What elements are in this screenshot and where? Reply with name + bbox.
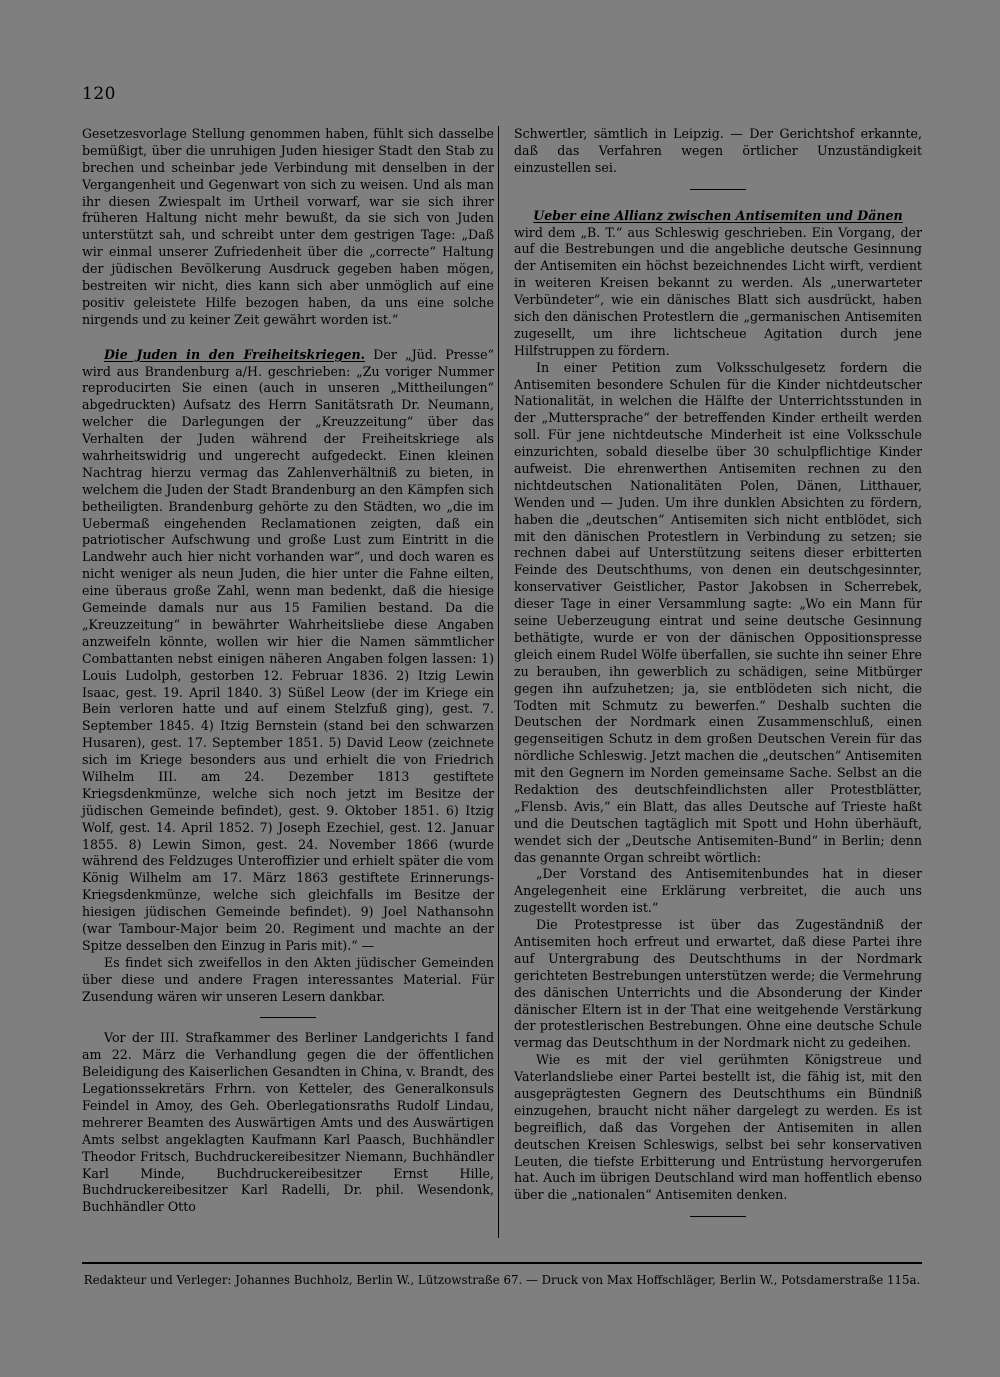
- article-court-case: Vor der III. Strafkammer des Berliner Landgerichts I fand am 22. März die Verhandlung gegen die der öffentlichen Beleidigung des Kaiserlichen Gesandten in China, v. Brandt, des Legationssekretärs Frhrn. von Ketteler, des Generalkonsuls Feindel in Amoy, des Geh. Oberlegationsraths Rudolf Lindau, mehrerer Beamten des Auswärtigen Amts und des Auswärtigen Amts selbst angeklagten Kaufmann Karl Paasch, Buchhändler Theodor Fritsch, Buchdruckereibesitzer Niemann, Buchhändler Karl Minde, Buchdruckereibesitzer Ernst Hille, Buchdruckereibesitzer Karl Radelli, Dr. phil. Wesendonk, Buchhändler Otto: [82, 1030, 494, 1215]
- article-freiheitskriege: [82, 347, 494, 955]
- article-heading: Ueber eine Allianz zwischen Antisemiten und Dänen: [533, 207, 903, 223]
- page-number: 120: [82, 84, 116, 104]
- left-column: [82, 126, 494, 1216]
- article-body: wird dem „B. T.“ aus Schleswig geschrieben. Ein Vorgang, der auf die Bestrebungen und die angebliche deutsche Gesinnung der Antisemiten ein höchst bezeichnendes Licht wirft, verdient in weiteren Kreisen bekannt zu werden. Als „unerwarteter Verbündeter“, wie ein dänisches Blatt sich ausdrückt, haben sich den dänischen Protestlern die „germanischen Antisemiten zugesellt, um ihre lichtscheue Agitation durch jene Hilfstruppen zu fördern.: [514, 224, 922, 358]
- footer-rule: [82, 1262, 922, 1264]
- article-paragraph: Es findet sich zweifellos in den Akten jüdischer Gemeinden über diese und andere Fragen interessantes Material. Für Zusendung wären wir unseren Lesern dankbar.: [82, 954, 494, 1004]
- article-continuation: Gesetzesvorlage Stellung genommen haben, fühlt sich dasselbe bemüßigt, über die unruhigen Juden hiesiger Stadt den Stab zu brechen und scheinbar jede Verbindung mit denselben in der Vergangenheit und Gegenwart von sich zu weisen. Und als man ihr diesen Zwiespalt im Urtheil vorwarf, war sie sich ihrer früheren Haltung nicht mehr bewußt, da sie sich von Juden unterstützt sah, und schreibt unter dem gestrigen Tage: „Daß wir einmal unserer Zufriedenheit über die „correcte“ Haltung der jüdischen Bevölkerung Ausdruck gegeben haben mögen, bestreiten wir nicht, dies kann sich aber unmöglich auf eine positiv geleistete Hilfe bezogen haben, da uns eine solche nirgends und zu keiner Zeit gewährt worden ist.“: [82, 126, 494, 327]
- right-column: [514, 126, 922, 1229]
- section-divider: [260, 1017, 316, 1018]
- article-paragraph: In einer Petition zum Volksschulgesetz fordern die Antisemiten besondere Schulen für die Kinder nichtdeutscher Nationalität, in welchen die Hälfte der Unterrichtsstunden in der „Muttersprache“ der betreffenden Kinder ertheilt werden soll. Für jene nichtdeutsche Minderheit ist eine Volksschule einzurichten, sobald dieselbe über 30 schulpflichtige Kinder aufweist. Die ehrenwerthen Antisemiten rechnen zu den nichtdeutschen Nationalitäten Polen, Dänen, Litthauer, Wenden und — Juden. Um ihre dunklen Absichten zu fördern, haben die „deutschen“ Antisemiten sich nicht entblödet, sich mit den dänischen Protestlern in Verbindung zu setzen; sie rechnen dabei auf Unterstützung seitens dieser erbitterten Feinde des Deutschthums, von denen ein deutschgesinnter, konservativer Geistlicher, Pastor Jakobsen in Scherrebek, dieser Tage in einer Versammlung sagte: „Wo ein Mann für seine Ueberzeugung eintrat und seine deutsche Gesinnung bethätigte, wurde er von der dänischen Oppositionspresse gleich einem Rudel Wölfe überfallen, sie suchte ihn seiner Ehre zu berauben, ihn gewerblich zu schädigen, seine Mitbürger gegen ihn aufzuhetzen; ja, sie entblödeten sich nicht, die Todten mit Schmutz zu bewerfen.“ Deshalb suchten die Deutschen der Nordmark einen Zusammenschluß, einen gegenseitigen Schutz in dem großen Deutschen Verein für das nördliche Schleswig. Jetzt machen die „deutschen“ Antisemiten mit den Gegnern im Norden gemeinsame Sache. Selbst an die Redaktion des deutschfeindlichsten aller Protestblätter, „Flensb. Avis,“ ein Blatt, das alles Deutsche auf Trieste haßt und die Deutschen tagtäglich mit Spott und Hohn überhäuft, wendet sich der „Deutsche Antisemiten-Bund“ in Berlin; denn das genannte Organ schreibt wörtlich:: [514, 359, 922, 865]
- article-continuation: Schwertler, sämtlich in Leipzig. — Der Gerichtshof erkannte, daß das Verfahren wegen örtlicher Unzuständigkeit einzustellen sei.: [514, 126, 922, 175]
- article-quote: „Der Vorstand des Antisemitenbundes hat in dieser Angelegenheit eine Erklärung verbreitet, die auch uns zugestellt worden ist.“: [514, 866, 922, 916]
- article-allianz-heading: [514, 208, 922, 225]
- article-heading: Die Juden in den Freiheitskriegen.: [104, 346, 365, 362]
- section-divider: [690, 1216, 746, 1217]
- article-body: Der „Jüd. Presse“ wird aus Brandenburg a/H. geschrieben: „Zu voriger Nummer reproducirten Sie einen (auch in unseren „Mittheilungen“ abgedruckten) Aufsatz des Herrn Sanitätsrath Dr. Neumann, welcher die Darlegungen der „Kreuzzeitung“ über das Verhalten der Juden während der Freiheitskriege als wahrheitswidrig und ungerecht aufgedeckt. Einen kleinen Nachtrag hierzu vermag das Zahlenverhältniß zu bieten, in welchem die Juden der Stadt Brandenburg an den Kämpfen sich betheiligten. Brandenburg gehörte zu den Städten, wo „die im Uebermaß eingehenden Reclamationen zeigten, daß ein patriotischer Aufschwung und große Lust zum Eintritt in die Landwehr auch hier nicht vorhanden war“, und doch waren es nicht weniger als neun Juden, die hier unter die Fahne eilten, eine überaus große Zahl, wenn man bedenkt, daß die hiesige Gemeinde damals nur aus 15 Familien bestand. Da die „Kreuzzeitung“ in bewährter Wahrheitsliebe diese Angaben anzweifeln könnte, wollen wir hier die Namen sämmtlicher Combattanten nebst einigen näheren Angaben folgen lassen: 1) Louis Ludolph, gestorben 12. Februar 1836. 2) Itzig Lewin Isaac, gest. 19. April 1840. 3) Süßel Leow (der im Kriege ein Bein verloren hatte und auf einem Stelzfuß ging), gest. 7. September 1845. 4) Itzig Bernstein (stand bei den schwarzen Husaren), gest. 17. September 1851. 5) David Leow (zeichnete sich im Kriege besonders aus und erhielt die von Friedrich Wilhelm III. am 24. Dezember 1813 gestiftete Kriegsdenkmünze, welche sich noch jetzt im Besitze der jüdischen Gemeinde befindet), gest. 9. Oktober 1851. 6) Itzig Wolf, gest. 14. April 1852. 7) Joseph Ezechiel, gest. 12. Januar 1855. 8) Lewin Simon, gest. 24. November 1866 (wurde während des Feldzuges Unteroffizier und erhielt später die vom König Wilhelm am 17. März 1863 gestiftete Erinnerungs-Kriegsdenkmünze, welche sich gleichfalls im Besitze der hiesigen jüdischen Gemeinde befindet). 9) Joel Nathansohn (war Tambour-Major beim 20. Regiment und machte an der Spitze desselben den Einzug in Paris mit).“ —: [82, 346, 494, 953]
- section-divider: [690, 189, 746, 190]
- imprint-footer: Redakteur und Verleger: Johannes Buchholz, Berlin W., Lützowstraße 67. — Druck von Max Hoffschläger, Berlin W., Potsdamerstraße 115a.: [83, 1273, 921, 1287]
- article-paragraph: Die Protestpresse ist über das Zugeständniß der Antisemiten hoch erfreut und erwartet, daß diese Partei ihre auf Untergrabung des Deutschthums in der Nordmark gerichteten Bestrebungen unterstützen werde; die Vermehrung des dänischen Unterrichts und die Absonderung der Kinder dänischer Eltern ist in der That eine weitgehende Verstärkung der protestlerischen Bestrebungen. Ohne eine deutsche Schule vermag das Deutschthum in der Nordmark nicht zu gedeihen.: [514, 917, 922, 1051]
- article-paragraph: Wie es mit der viel gerühmten Königstreue und Vaterlandsliebe einer Partei bestellt ist, die fähig ist, mit den ausgeprägtesten Gegnern des Deutschthums ein Bündniß einzugehen, braucht nicht näher dargelegt zu werden. Es ist begreiflich, daß das Vorgehen der Antisemiten in allen deutschen Kreisen Schleswigs, selbst bei sehr konservativen Leuten, die tiefste Erbitterung und Entrüstung hervorgerufen hat. Auch im übrigen Deutschland wird man hoffentlich ebenso über die „nationalen“ Antisemiten denken.: [514, 1052, 922, 1203]
- column-divider: [498, 126, 499, 1238]
